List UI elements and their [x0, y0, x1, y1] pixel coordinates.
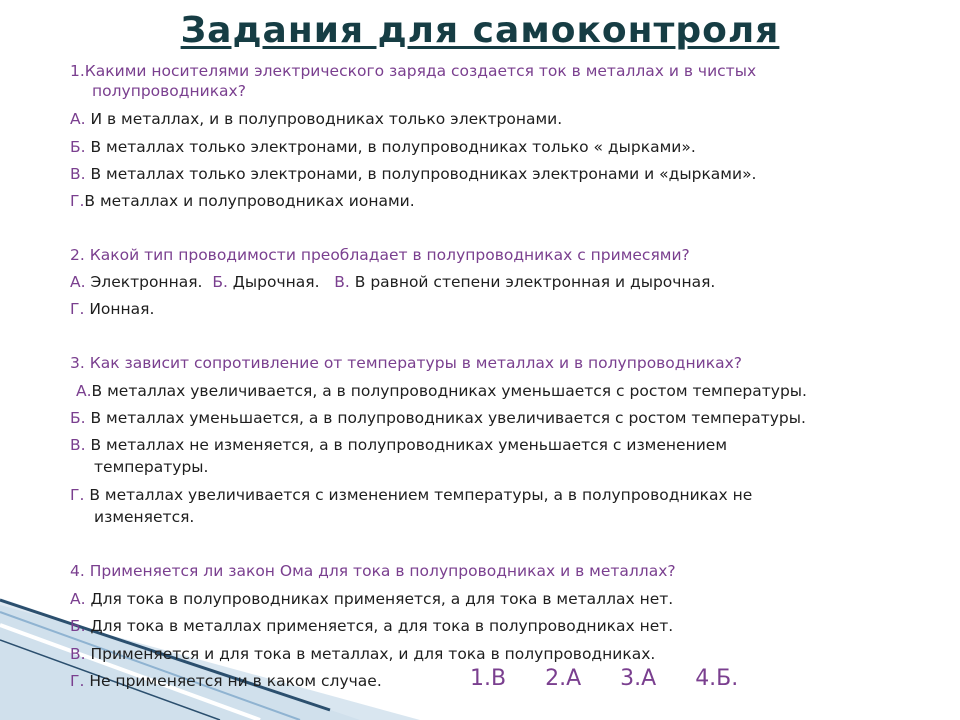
q2-options-row: [70, 271, 715, 293]
option-letter: А.: [70, 110, 86, 128]
option-letter: Г.: [70, 192, 85, 210]
answer-key: [470, 666, 770, 691]
option-text: В металлах увеличивается с изменением температуры, а в полупроводниках не: [84, 486, 753, 504]
option-letter: А.: [76, 382, 92, 400]
option-text: В металлах только электронами, в полупроводниках только « дырками».: [85, 138, 696, 156]
q3-option-g: [70, 484, 752, 506]
option-text: В металлах только электронами, в полупроводниках электронами и «дырками».: [85, 165, 757, 183]
option-text: В металлах не изменяется, а в полупроводниках уменьшается с изменением: [85, 436, 728, 454]
answer-2: 2.А: [545, 666, 582, 691]
q1-option-a: [70, 108, 562, 130]
answer-3: 3.А: [620, 666, 657, 691]
q4-option-a: [70, 588, 673, 610]
option-text: В металлах уменьшается, а в полупроводниках увеличивается с ростом температуры.: [85, 409, 806, 427]
option-text: Дырочная.: [227, 273, 335, 291]
q1-option-b: [70, 136, 696, 158]
q4-option-v: [70, 643, 655, 665]
option-letter: В.: [334, 273, 350, 291]
option-letter: Б.: [70, 138, 86, 156]
q3-option-b: [70, 407, 806, 429]
q4-option-b: [70, 615, 673, 637]
q3-option-g-cont: изменяется.: [94, 508, 195, 526]
option-text: Электронная.: [85, 273, 213, 291]
option-text: В металлах увеличивается, а в полупроводниках уменьшается с ростом температуры.: [91, 382, 807, 400]
q1-option-g: [70, 190, 415, 212]
option-text: И в металлах, и в полупроводниках только электронами.: [85, 110, 563, 128]
q4-option-g: [70, 670, 382, 692]
option-letter: В.: [70, 436, 86, 454]
answer-1: 1.В: [470, 666, 507, 691]
option-text: Для тока в полупроводниках применяется, а для тока в металлах нет.: [85, 590, 674, 608]
q3-question: 3. Как зависит сопротивление от температуры в металлах и в полупроводниках?: [70, 354, 742, 372]
q3-option-v: [70, 434, 727, 456]
option-letter: Б.: [70, 617, 86, 635]
option-letter: В.: [70, 165, 86, 183]
option-text: Ионная.: [84, 300, 155, 318]
q3-option-a: [76, 380, 807, 402]
answer-4: 4.Б.: [695, 666, 739, 691]
q1-question-line1: 1.Какими носителями электрического заряда создается ток в металлах и в чистых: [70, 62, 757, 80]
page-title: Задания для самоконтроля: [180, 10, 780, 51]
option-letter: Г.: [70, 300, 85, 318]
option-letter: Б.: [70, 409, 86, 427]
option-text: В равной степени электронная и дырочная.: [349, 273, 716, 291]
option-letter: Б.: [212, 273, 228, 291]
q1-question-line2: полупроводниках?: [92, 82, 246, 100]
option-letter: Г.: [70, 486, 85, 504]
q3-option-v-cont: температуры.: [94, 458, 209, 476]
option-text: Применяется и для тока в металлах, и для тока в полупроводниках.: [85, 645, 656, 663]
option-text: Для тока в металлах применяется, а для тока в полупроводниках нет.: [85, 617, 674, 635]
option-letter: А.: [70, 273, 86, 291]
option-letter: В.: [70, 645, 86, 663]
option-letter: А.: [70, 590, 86, 608]
option-text: Не применяется ни в каком случае.: [84, 672, 382, 690]
q4-question: 4. Применяется ли закон Ома для тока в полупроводниках и в металлах?: [70, 562, 676, 580]
q2-option-g: [70, 298, 154, 320]
option-text: В металлах и полупроводниках ионами.: [84, 192, 415, 210]
q1-option-v: [70, 163, 756, 185]
q2-question: 2. Какой тип проводимости преобладает в полупроводниках с примесями?: [70, 246, 690, 264]
option-letter: Г.: [70, 672, 85, 690]
